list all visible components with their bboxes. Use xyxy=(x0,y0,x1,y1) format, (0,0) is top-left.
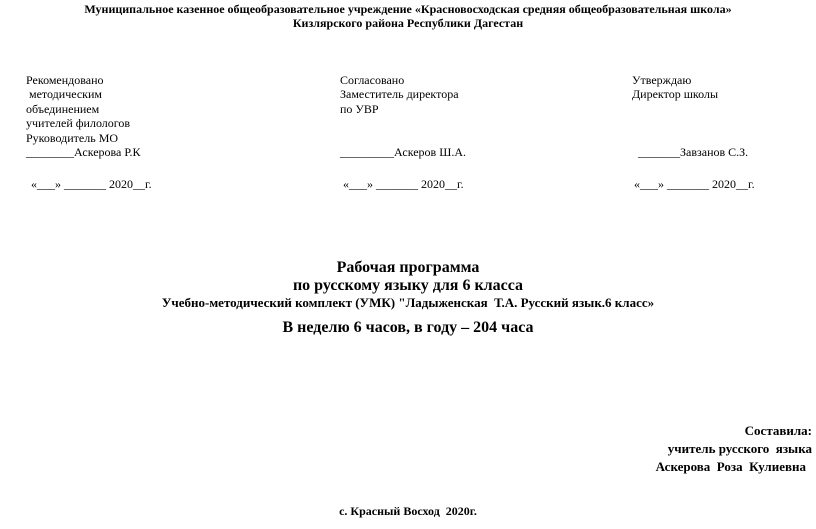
place-and-year: с. Красный Восход 2020г. xyxy=(339,504,477,518)
author-label: Составила: xyxy=(744,423,812,438)
agreed-signature: _________Аскеров Ш.А. xyxy=(340,145,466,159)
approved-line: Директор школы xyxy=(632,87,719,101)
program-umk: Учебно-методический комплект (УМК) "Ладыженская Т.А. Русский язык.6 класс» xyxy=(161,295,655,310)
agreed-date: «___» _______ 2020__г. xyxy=(343,177,464,191)
approved-signature: _______Завзанов С.З. xyxy=(638,145,749,159)
approved-heading: Утверждаю xyxy=(632,73,692,87)
agreed-heading: Согласовано xyxy=(340,73,405,87)
school-name: Муниципальное казенное общеобразовательное учреждение «Красновосходская средняя общеобразовательная школа» xyxy=(84,2,732,16)
recommended-heading: Рекомендовано xyxy=(26,73,104,87)
agreed-line: Заместитель директора xyxy=(340,87,459,101)
recommended-signature: ________Аскерова Р.К xyxy=(26,145,141,159)
recommended-line: методическим xyxy=(26,87,103,101)
recommended-line: объединением xyxy=(26,102,100,116)
agreed-line: по УВР xyxy=(340,102,379,116)
author-position: учитель русского языка xyxy=(667,441,812,456)
approved-date: «___» _______ 2020__г. xyxy=(634,177,755,191)
program-hours: В неделю 6 часов, в году – 204 часа xyxy=(282,319,534,336)
recommended-line: учителей филологов xyxy=(26,116,131,130)
author-name: Аскерова Роза Кулиевна xyxy=(655,459,806,474)
school-district: Кизлярского района Республики Дагестан xyxy=(292,16,524,30)
program-title: Рабочая программа xyxy=(336,259,480,276)
program-subject: по русскому языку для 6 класса xyxy=(292,277,524,294)
recommended-line: Руководитель МО xyxy=(26,131,119,145)
recommended-date: «___» _______ 2020__г. xyxy=(31,177,152,191)
